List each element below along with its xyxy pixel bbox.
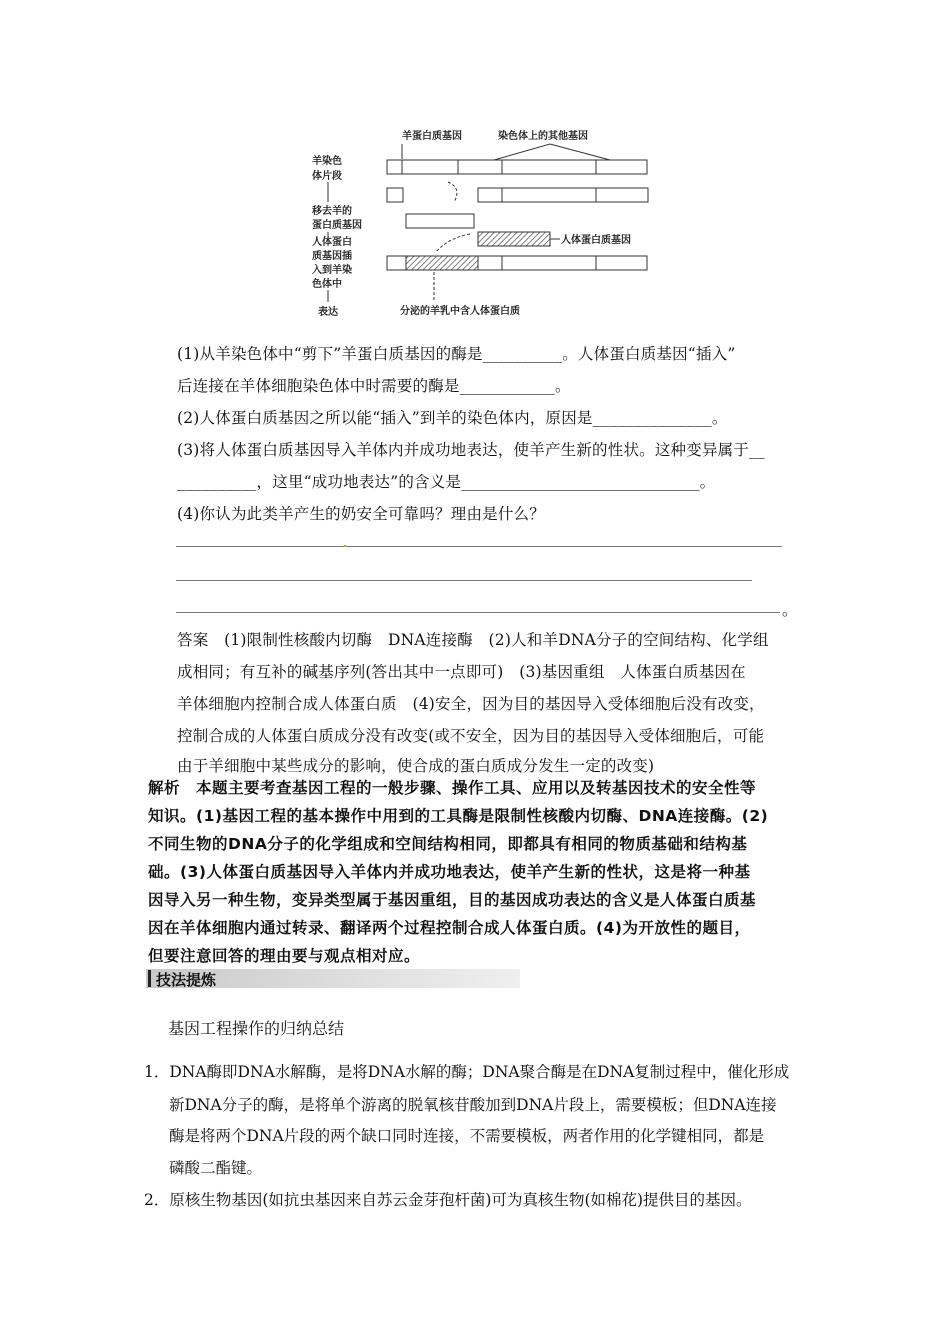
summary-title: 基因工程操作的归纳总结 <box>168 1019 345 1038</box>
answer-line: 成相同；有互补的碱基序列(答出其中一点即可) (3)基因重组 人体蛋白质基因在 <box>177 663 746 681</box>
analysis-line: 不同生物的DNA分子的化学组成和空间结构相同，即都具有相同的物质基础和结构基 <box>148 835 748 853</box>
section-title: 技法提炼 <box>156 971 217 989</box>
answer-end-mark: 。 <box>782 601 798 619</box>
summary-item: 2．原核生物基因(如抗虫基因来自苏云金芽孢杆菌)可为真核生物(如棉花)提供目的基因。 <box>144 1191 752 1209</box>
question-4: (4)你认为此类羊产生的奶安全可靠吗？理由是什么？ <box>177 505 545 523</box>
answer-blank-line <box>176 612 780 613</box>
question-3a: (3)将人体蛋白质基因导入羊体内并成功地表达，使羊产生新的性状。这种变异属于__ <box>177 441 765 459</box>
human-gene-segment <box>478 232 550 246</box>
side-label: 体片段 <box>312 171 342 182</box>
section-header <box>146 969 520 988</box>
stray-dot <box>344 545 346 547</box>
side-label: 色体中 <box>312 279 342 290</box>
chromosome-row-4 <box>387 256 647 270</box>
analysis-line: 但要注意回答的理由要与观点相对应。 <box>148 947 421 965</box>
analysis-line: 础。(3)人体蛋白质基因导入羊体内并成功地表达，使羊产生新的性状，这是将一种基 <box>148 863 751 881</box>
question-2: (2)人体蛋白质基因之所以能“插入”到羊的染色体内，原因是_______________。 <box>177 409 728 427</box>
side-label: 蛋白质基因 <box>312 220 362 231</box>
answer-line: 控制合成的人体蛋白质成分没有改变(或不安全，因为目的基因导入受体细胞后，可能 <box>177 727 765 745</box>
question-3b: __________，这里“成功地表达”的含义是______________________________。 <box>177 473 716 491</box>
other-genes-bracket <box>494 144 610 160</box>
side-label: 入到羊染 <box>312 265 352 276</box>
side-label: 移去羊的 <box>312 206 352 217</box>
side-labels <box>311 154 362 318</box>
label-sheep-protein-gene: 羊蛋白质基因 <box>402 131 462 142</box>
side-label: 质基因插 <box>312 251 352 262</box>
answer-blank-line <box>176 580 752 581</box>
removed-gene <box>406 214 474 228</box>
analysis-line: 因在羊体细胞内通过转录、翻译两个过程控制合成人体蛋白质。(4)为开放性的题目， <box>148 919 751 937</box>
removal-arrow <box>448 182 457 202</box>
insertion-arrow <box>436 234 470 252</box>
analysis-line: 因导入另一种生物，变异类型属于基因重组，目的基因成功表达的含义是人体蛋白质基 <box>148 891 757 909</box>
analysis-line: 解析 本题主要考查基因工程的一般步骤、操作工具、应用以及转基因技术的安全性等 <box>148 779 757 797</box>
summary-item: 1．DNA酶即DNA水解酶，是将DNA水解的酶；DNA聚合酶是在DNA复制过程中，催化形成 <box>144 1063 790 1081</box>
question-1a: (1)从羊染色体中“剪下”羊蛋白质基因的酶是__________。人体蛋白质基因“插入” <box>177 345 736 363</box>
answer-line: 答案 (1)限制性核酸内切酶 DNA连接酶 (2)人和羊DNA分子的空间结构、化学组 <box>177 631 769 649</box>
answer-line: 羊体细胞内控制合成人体蛋白质 (4)安全，因为目的基因导入受体细胞后没有改变， <box>177 695 765 713</box>
side-label: 羊染色 <box>312 156 342 167</box>
section-marker <box>148 970 151 987</box>
chromosome-row-2 <box>387 188 648 202</box>
answer-blank-line <box>176 546 782 547</box>
question-1b: 后连接在羊体细胞染色体中时需要的酶是____________。 <box>177 377 571 395</box>
chromosome-row-1 <box>387 160 647 174</box>
summary-item-cont: 新DNA分子的酶，是将单个游离的脱氧核苷酸加到DNA片段上，需要模板；但DNA连接 <box>169 1096 777 1114</box>
analysis-line: 知识。(1)基因工程的基本操作中用到的工具酶是限制性核酸内切酶、DNA连接酶。(2) <box>148 807 769 825</box>
side-label: 人体蛋白 <box>312 237 352 248</box>
answer-line: 由于羊细胞中某些成分的影响，使合成的蛋白质成分发生一定的改变) <box>177 757 655 775</box>
summary-item-cont: 酶是将两个DNA片段的两个缺口同时连接，不需要模板，两者作用的化学键相同，都是 <box>169 1127 765 1145</box>
summary-item-cont: 磷酸二酯键。 <box>169 1159 263 1177</box>
label-human-gene: 人体蛋白质基因 <box>561 235 631 246</box>
gene-insertion-diagram <box>310 122 660 330</box>
label-other-genes: 染色体上的其他基因 <box>498 131 588 142</box>
side-label: 表达 <box>318 307 338 318</box>
label-bottom: 分泌的羊乳中含人体蛋白质 <box>400 306 520 317</box>
